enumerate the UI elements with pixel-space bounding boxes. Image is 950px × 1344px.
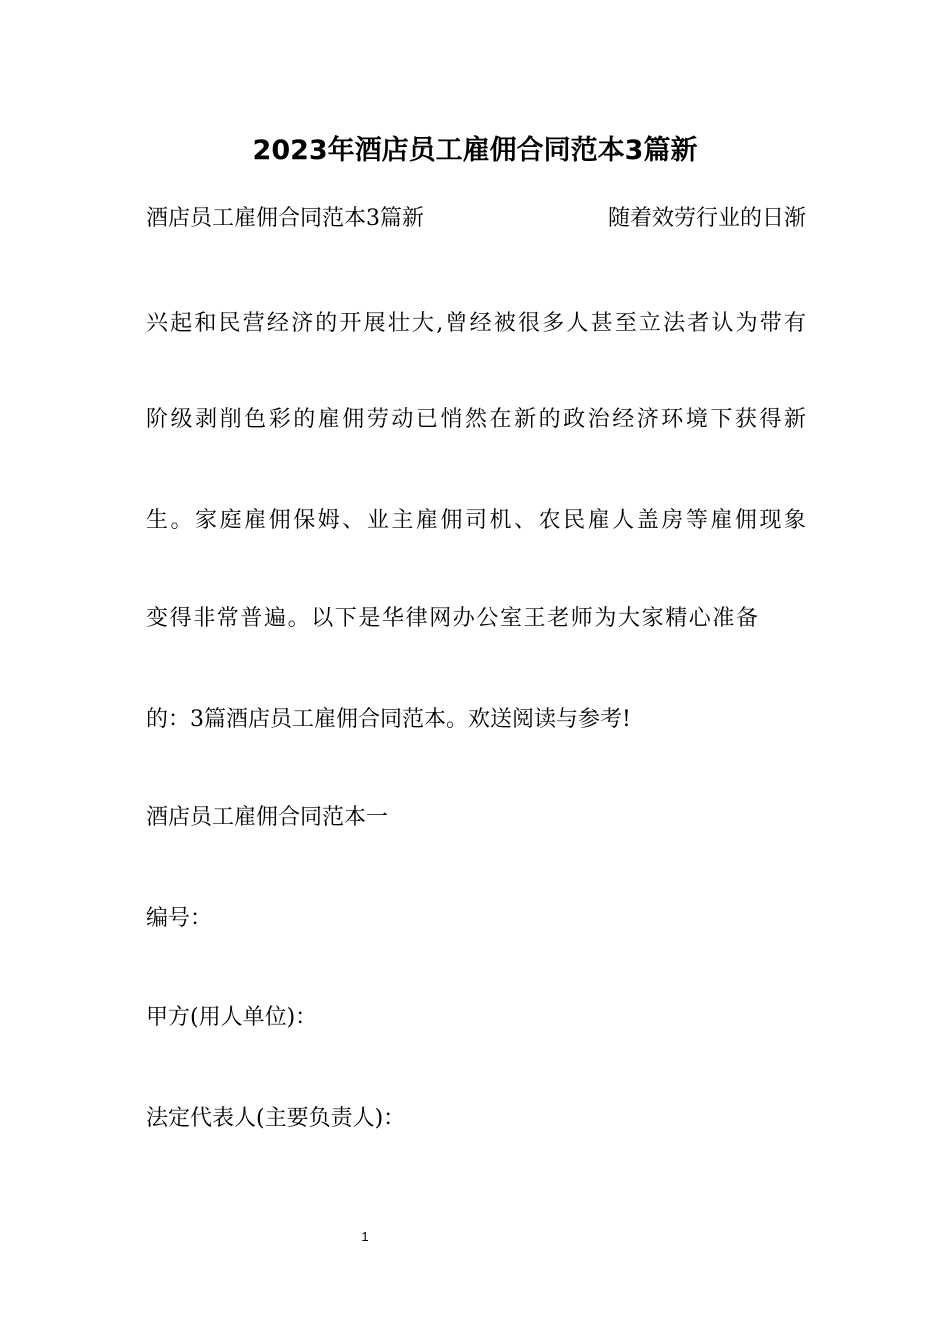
intro-left-text: 酒店员工雇佣合同范本3篇新	[146, 206, 424, 231]
paragraph-line-1: 兴起和民营经济的开展壮大,曾经被很多人甚至立法者认为带有	[146, 311, 806, 336]
section-heading: 酒店员工雇佣合同范本一	[146, 805, 389, 830]
intro-right-text: 随着效劳行业的日渐	[607, 206, 806, 231]
paragraph-line-2: 阶级剥削色彩的雇佣劳动已悄然在新的政治经济环境下获得新	[146, 407, 806, 432]
intro-line	[146, 204, 806, 234]
paragraph-line-5: 的：3篇酒店员工雇佣合同范本。欢送阅读与参考!	[146, 707, 631, 732]
number-field-label: 编号：	[146, 906, 213, 931]
page-number: 1	[361, 1229, 369, 1244]
paragraph-line-3: 生。家庭雇佣保姆、业主雇佣司机、农民雇人盖房等雇佣现象	[146, 508, 806, 533]
document-title: 2023年酒店员工雇佣合同范本3篇新	[252, 135, 698, 166]
legal-representative-field-label: 法定代表人(主要负责人)：	[146, 1106, 406, 1131]
paragraph-line-4: 变得非常普遍。以下是华律网办公室王老师为大家精心准备	[146, 606, 760, 631]
party-a-field-label: 甲方(用人单位)：	[146, 1005, 318, 1030]
